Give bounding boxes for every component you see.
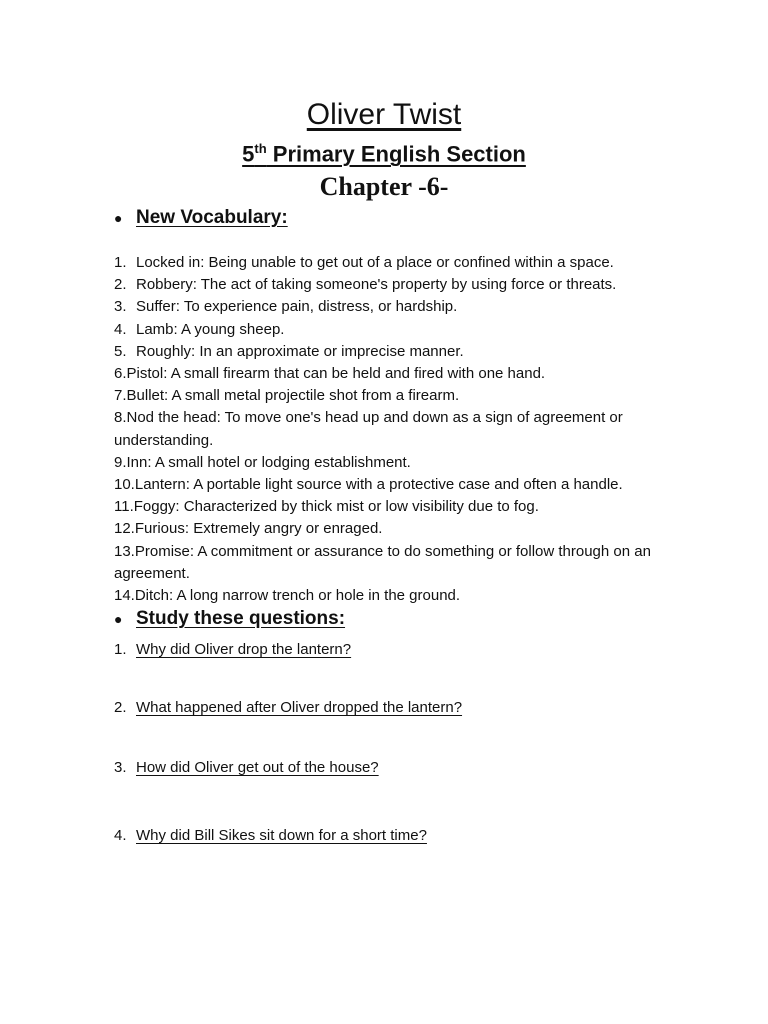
list-item xyxy=(114,385,689,407)
question-text: Why did Oliver drop the lantern? xyxy=(136,641,352,658)
question-text: What happened after Oliver dropped the lantern? xyxy=(136,699,463,716)
question-number: 1. xyxy=(114,641,127,658)
list-item xyxy=(114,452,689,474)
question-text: How did Oliver get out of the house? xyxy=(136,759,379,776)
list-item xyxy=(114,407,689,451)
item-text: Robbery: The act of taking someone's property by using force or threats. xyxy=(136,276,617,294)
list-item xyxy=(114,474,689,496)
chapter-heading: Chapter -6- xyxy=(319,172,449,201)
question-item xyxy=(114,759,379,776)
item-number: 4. xyxy=(114,320,127,338)
list-item xyxy=(114,319,689,341)
list-item xyxy=(114,585,689,607)
list-item xyxy=(114,341,689,363)
item-number: 5. xyxy=(114,342,127,360)
item-text: 9.Inn: A small hotel or lodging establishment. xyxy=(114,453,411,471)
document-subtitle xyxy=(0,141,768,167)
item-text: Roughly: In an approximate or imprecise manner. xyxy=(136,342,464,360)
questions-heading-label: Study these questions: xyxy=(136,608,346,629)
item-text: 12.Furious: Extremely angry or enraged. xyxy=(114,520,383,538)
vocab-heading-label: New Vocabulary: xyxy=(136,207,288,228)
list-item xyxy=(114,496,689,518)
list-item xyxy=(114,252,689,274)
item-text: 14.Ditch: A long narrow trench or hole in the ground. xyxy=(114,587,461,605)
list-item xyxy=(114,541,689,585)
item-text: 6.Pistol: A small firearm that can be held and fired with one hand. xyxy=(114,365,546,383)
bullet-icon: ● xyxy=(114,611,123,627)
list-item xyxy=(114,296,689,318)
item-text: Suffer: To experience pain, distress, or hardship. xyxy=(136,298,458,316)
list-item xyxy=(114,518,689,540)
question-number: 2. xyxy=(114,699,127,716)
question-text: Why did Bill Sikes sit down for a short time? xyxy=(136,827,427,844)
subtitle-rest: Primary English Section xyxy=(266,141,526,167)
item-text: 13.Promise: A commitment or assurance to do something or follow through on an agreement. xyxy=(114,542,651,582)
item-text: 7.Bullet: A small metal projectile shot from a firearm. xyxy=(114,387,460,405)
list-item xyxy=(114,363,689,385)
item-text: Lamb: A young sheep. xyxy=(136,320,285,338)
item-number: 1. xyxy=(114,254,127,271)
question-number: 3. xyxy=(114,759,127,776)
vocab-list xyxy=(114,252,689,607)
question-item xyxy=(114,641,351,658)
question-item xyxy=(114,699,462,716)
grade-suffix: th xyxy=(254,141,267,156)
question-number: 4. xyxy=(114,827,127,844)
item-number: 3. xyxy=(114,298,127,316)
item-text: 8.Nod the head: To move one's head up and down as a sign of agreement or understanding. xyxy=(114,409,623,449)
item-text: 10.Lantern: A portable light source with a protective case and often a handle. xyxy=(114,476,623,494)
item-number: 2. xyxy=(114,276,127,294)
grade-number: 5 xyxy=(242,141,255,167)
item-text: Locked in: Being unable to get out of a place or confined within a space. xyxy=(136,254,614,271)
questions-section-heading xyxy=(114,608,345,630)
question-item xyxy=(114,827,427,844)
bullet-icon: ● xyxy=(114,210,123,226)
list-item xyxy=(114,274,689,296)
document-title: Oliver Twist xyxy=(306,98,462,131)
item-text: 11.Foggy: Characterized by thick mist or low visibility due to fog. xyxy=(114,498,539,516)
vocab-section-heading xyxy=(114,207,288,229)
